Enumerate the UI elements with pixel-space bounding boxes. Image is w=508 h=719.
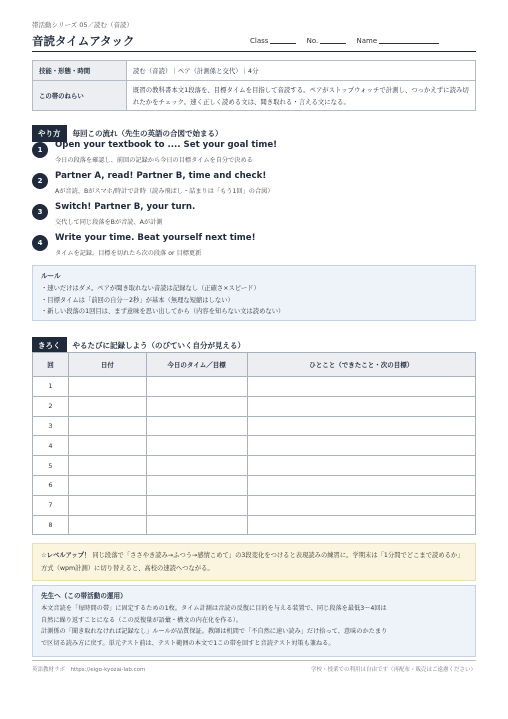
date-cell[interactable]: [68, 475, 146, 495]
rule-line: ・新しい段落の1回目は、まず意味を思い出してから（内容を知らない文は読めない）: [41, 308, 285, 315]
teacher-note-line: 計測係の「聞き取れなければ記録なし」ルールが品質保証。教師は机間で「不自然に速い読み」だけ拾って、意味のかたまり: [41, 628, 388, 636]
step-number: 1: [32, 142, 48, 158]
rules-box: [32, 265, 476, 321]
table-row: [33, 396, 476, 416]
time-cell[interactable]: [146, 416, 247, 436]
step-item: [32, 233, 476, 261]
comment-cell[interactable]: [247, 495, 476, 515]
rules-title: ルール: [41, 272, 61, 280]
info-key: 技能・形態・時間: [33, 61, 127, 81]
step-instruction: Write your time. Beat yourself next time!: [55, 233, 256, 243]
time-cell[interactable]: [146, 515, 247, 535]
record-tag: きろく: [32, 337, 67, 354]
comment-cell[interactable]: [247, 416, 476, 436]
round-number: 7: [33, 495, 69, 515]
col-header-comment: ひとこと（できたこと・次の目標）: [247, 353, 476, 377]
round-number: 3: [33, 416, 69, 436]
comment-cell[interactable]: [247, 436, 476, 456]
footer-site: 英語教材ラボ https://eigo-kyozai-lab.com: [32, 667, 146, 673]
comment-cell[interactable]: [247, 475, 476, 495]
step-note: 交代して同じ段落をBが音読、Aが計測: [55, 219, 163, 226]
table-row: [33, 377, 476, 397]
info-key: この帯のねらい: [33, 81, 127, 111]
step-instruction: Open your textbook to .... Set your goal time!: [55, 140, 278, 150]
name-label: Name: [356, 37, 378, 45]
teacher-note-title: 先生へ（この帯活動の運用）: [41, 592, 127, 600]
teacher-note-box: [32, 585, 476, 657]
step-number: 2: [32, 173, 48, 189]
comment-cell[interactable]: [247, 456, 476, 476]
flow-heading: 毎回この流れ（先生の英語の合図で始まる）: [72, 129, 223, 138]
time-cell[interactable]: [146, 396, 247, 416]
info-value: 読む（音読）｜ペア（計測係と交代）｜4分: [127, 61, 476, 81]
levelup-box: [32, 543, 476, 581]
series-label: 帯活動シリーズ 05／読む（音読）: [32, 21, 134, 29]
col-header-date: 日付: [68, 353, 146, 377]
record-header-row: [33, 353, 476, 377]
rule-line: ・目標タイムは「前回の自分－2秒」が基本（無理な短縮はしない）: [41, 296, 234, 304]
round-number: 1: [33, 377, 69, 397]
teacher-note-line: 本文音読を「毎時間の帯」に固定するための1枚。タイム計測は音読の反復に目的を与える装置で、同じ段落を最低3～4回は: [41, 605, 387, 612]
info-value: 既習の教科書本文1段落を、目標タイムを目指して音読する。ペアがストップウォッチで計測し、つっかえずに読み切れたかをチェック。速く正しく読める文は、聞き取れる・言える文になる。: [127, 81, 476, 111]
info-row: [33, 81, 476, 111]
step-item: [32, 171, 476, 199]
table-row: [33, 475, 476, 495]
comment-cell[interactable]: [247, 396, 476, 416]
step-number: 4: [32, 235, 48, 251]
col-header-round: 回: [33, 353, 69, 377]
comment-cell[interactable]: [247, 515, 476, 535]
round-number: 4: [33, 436, 69, 456]
table-row: [33, 515, 476, 535]
title-divider: [32, 51, 476, 52]
page-title: 音読タイムアタック: [32, 34, 135, 48]
rule-line: ・速いだけはダメ。ペアが聞き取れない音読は記録なし（正確さ×スピード）: [41, 285, 260, 292]
step-item: [32, 140, 476, 168]
info-row: [33, 61, 476, 81]
step-instruction: Partner A, read! Partner B, time and check!: [55, 171, 267, 181]
flow-section-header: [32, 121, 223, 142]
name-blank[interactable]: [379, 37, 439, 44]
no-blank[interactable]: [320, 37, 346, 44]
date-cell[interactable]: [68, 416, 146, 436]
levelup-title: ☆レベルアップ！: [41, 552, 91, 559]
record-section-header: [32, 333, 245, 354]
round-number: 6: [33, 475, 69, 495]
round-number: 2: [33, 396, 69, 416]
col-header-time: 今日のタイム／目標: [146, 353, 247, 377]
date-cell[interactable]: [68, 515, 146, 535]
levelup-text: 同じ段落で「ささやき読み→ふつう→感情こめて」の3段変化をつけると表現読みの練習に。学期末は「1分間でどこまで読めるか」方式（wpm計測）に切り替えると、高校の速読へつながる。: [41, 552, 464, 572]
step-instruction: Switch! Partner B, your turn.: [55, 202, 196, 212]
round-number: 5: [33, 456, 69, 476]
time-cell[interactable]: [146, 475, 247, 495]
table-row: [33, 456, 476, 476]
name-fields: [250, 37, 447, 45]
footer-license: 学校・授業での利用は自由です（再配布・販売はご遠慮ください）: [310, 667, 476, 673]
footer-divider: [32, 660, 476, 661]
table-row: [33, 416, 476, 436]
step-number: 3: [32, 204, 48, 220]
table-row: [33, 495, 476, 515]
date-cell[interactable]: [68, 456, 146, 476]
record-table: [32, 352, 476, 535]
info-table: [32, 60, 476, 111]
teacher-note-line: 自然に繰り返すことになる（この反復量が語彙・構文の内在化を作る）。: [41, 616, 243, 624]
date-cell[interactable]: [68, 436, 146, 456]
teacher-note-line: で区切る読み方に戻す。単元テスト前は、テスト範囲の本文で1この帯を回すと音読テスト対策も兼ねる。: [41, 639, 335, 647]
date-cell[interactable]: [68, 495, 146, 515]
step-item: [32, 202, 476, 230]
no-label: No.: [306, 37, 319, 45]
class-label: Class: [250, 37, 269, 45]
step-note: Aが音読、Bがスマホ/時計で計時（読み飛ばし・詰まりは「もう1回」の合図）: [55, 188, 274, 195]
table-row: [33, 436, 476, 456]
round-number: 8: [33, 515, 69, 535]
date-cell[interactable]: [68, 396, 146, 416]
date-cell[interactable]: [68, 377, 146, 397]
step-note: タイムを記録。目標を切れたら次の段落 or 目標更新: [55, 250, 202, 257]
time-cell[interactable]: [146, 495, 247, 515]
step-note: 今日の段落を確認し、前回の記録から今日の目標タイムを自分で決める: [55, 157, 253, 164]
time-cell[interactable]: [146, 436, 247, 456]
flow-tag: やり方: [32, 125, 67, 142]
time-cell[interactable]: [146, 456, 247, 476]
class-blank[interactable]: [270, 37, 296, 44]
comment-cell[interactable]: [247, 377, 476, 397]
record-heading: やるたびに記録しよう（のびていく自分が見える）: [72, 341, 245, 350]
time-cell[interactable]: [146, 377, 247, 397]
